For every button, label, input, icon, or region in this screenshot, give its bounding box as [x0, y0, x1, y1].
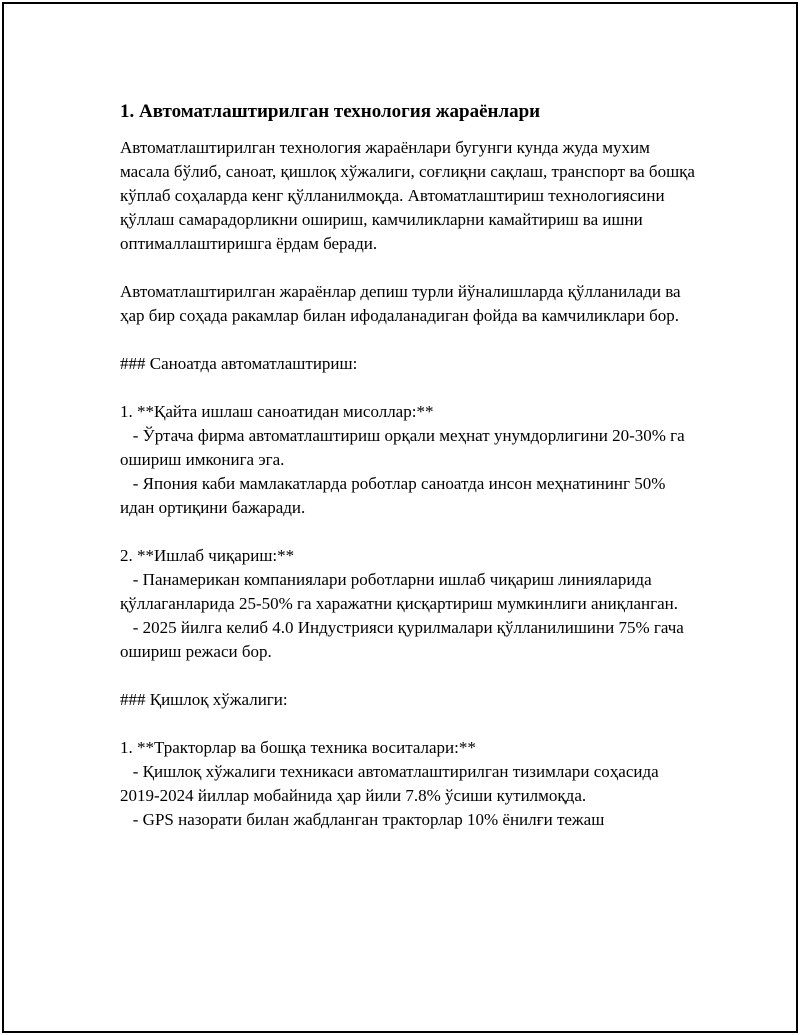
spacer [120, 712, 700, 736]
intro-paragraph: Автоматлаштирилган технология жараёнлари бугунги кунда жуда мухим масала бўлиб, саноат, қишлоқ хўжалиги, соғлиқни сақлаш, транспорт ва бошқа кўплаб соҳаларда кенг қўлланилмоқда. Автоматлаштириш технологиясини қўллаш самарадорликни ошириш, камчиликларни камайтириш ва ишни оптималлаштиришга ёрдам беради. [120, 138, 700, 253]
second-paragraph: Автоматлаштирилган жараёнлар депиш турли йўналишларда қўлланилади ва ҳар бир соҳада ракамлар билан ифодаланадиган фойда ва камчиликлари бор. [120, 282, 685, 325]
document-content [120, 100, 700, 832]
spacer [120, 664, 700, 688]
list-item-title: 1. **Тракторлар ва бошқа техника воситалари:** [120, 738, 476, 757]
list-item-bullet: - Қишлоқ хўжалиги техникаси автоматлаштирилган тизимлари соҳасида 2019-2024 йиллар мобайнида ҳар йили 7.8% ўсиши кутилмоқда. [120, 762, 663, 805]
list-item-title: 2. **Ишлаб чиқариш:** [120, 546, 295, 565]
spacer [120, 328, 700, 352]
list-item-bullet: - Япония каби мамлакатларда роботлар саноатда инсон меҳнатининг 50% идан ортиқини бажаради. [120, 474, 670, 517]
agriculture-section-heading: ### Қишлоқ хўжалиги: [120, 690, 288, 709]
list-item-bullet: - Панамерикан компаниялари роботларни ишлаб чиқариш линияларида қўллаганларида 25-50% га харажатни қисқартириш мумкинлиги аниқланган. [120, 570, 678, 613]
industry-section-heading: ### Саноатда автоматлаштириш: [120, 354, 358, 373]
spacer [120, 520, 700, 544]
list-item-bullet: - Ўртача фирма автоматлаштириш орқали меҳнат унумдорлигини 20-30% га ошириш имконига эга. [120, 426, 689, 469]
spacer [120, 376, 700, 400]
section-title: 1. Автоматлаштирилган технология жараёнлари [120, 101, 541, 122]
list-item-bullet: - 2025 йилга келиб 4.0 Индустрияси қурилмалари қўлланилишини 75% гача ошириш режаси бор. [120, 618, 689, 661]
document-page [2, 2, 798, 1033]
spacer [120, 256, 700, 280]
list-item-bullet: - GPS назорати билан жабдланган тракторлар 10% ёнилғи тежаш [120, 810, 605, 829]
list-item-title: 1. **Қайта ишлаш саноатидан мисоллар:** [120, 402, 434, 421]
